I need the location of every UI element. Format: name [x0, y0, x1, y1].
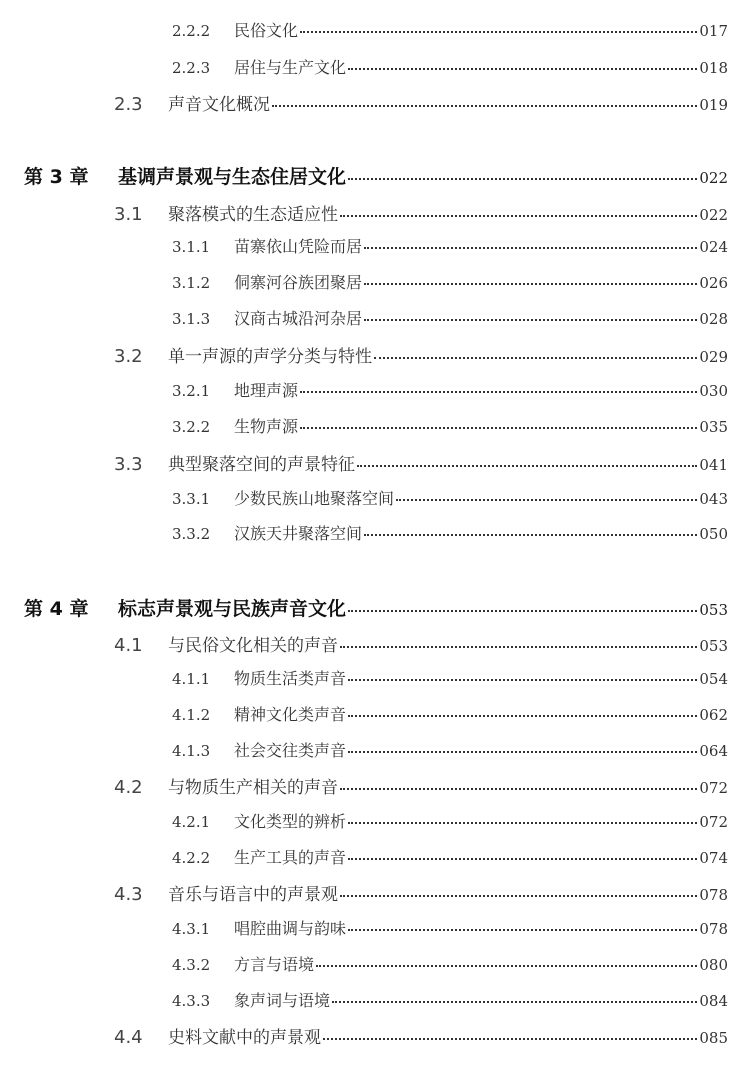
- toc-chapter-title: 基调声景观与生态住居文化: [118, 166, 347, 188]
- dot-leader: [316, 965, 697, 967]
- toc-chapter-title: 标志声景观与民族声音文化: [118, 598, 347, 620]
- toc-chapter[interactable]: [24, 162, 728, 189]
- toc-entry-number: 3.1.3: [172, 310, 211, 328]
- toc-entry[interactable]: [172, 738, 728, 761]
- toc-chapter-number: 第 4 章: [24, 598, 89, 620]
- toc-entry-number: 3.2: [114, 346, 143, 367]
- dot-leader: [340, 788, 697, 790]
- dot-leader: [364, 534, 697, 536]
- toc-entry-title: 少数民族山地聚落空间: [234, 489, 395, 508]
- toc-entry-page: 084: [699, 992, 728, 1010]
- toc-entry[interactable]: [114, 880, 728, 905]
- toc-entry[interactable]: [172, 845, 728, 868]
- toc-entry-title: 文化类型的辨析: [234, 812, 347, 831]
- toc-entry[interactable]: [172, 414, 728, 437]
- dot-leader: [300, 391, 697, 393]
- toc-entry-title: 声音文化概况: [168, 95, 270, 115]
- toc-entry[interactable]: [172, 952, 728, 975]
- dot-leader: [340, 646, 697, 648]
- toc-entry-number: 3.1.1: [172, 238, 211, 256]
- toc-entry-number: 4.1.2: [172, 706, 211, 724]
- toc-entry-number: 4.3.1: [172, 920, 211, 938]
- toc-entry[interactable]: [114, 1023, 728, 1048]
- dot-leader: [340, 215, 697, 217]
- dot-leader: [364, 319, 697, 321]
- dot-leader: [323, 1038, 697, 1040]
- toc-entry-number: 4.2.2: [172, 849, 211, 867]
- dot-leader: [396, 499, 697, 501]
- toc-entry[interactable]: [114, 342, 728, 367]
- toc-entry-page: 053: [699, 637, 728, 655]
- toc-entry-page: 024: [699, 238, 728, 256]
- toc-entry-page: 080: [699, 956, 728, 974]
- toc-entry[interactable]: [172, 378, 728, 401]
- toc-entry-title: 唱腔曲调与韵味: [234, 919, 347, 938]
- toc-entry-page: 072: [699, 779, 728, 797]
- dot-leader: [364, 283, 697, 285]
- toc-entry-page: 041: [699, 456, 728, 474]
- toc-entry-number: 2.2.2: [172, 22, 211, 40]
- dot-leader: [348, 858, 697, 860]
- toc-entry-title: 地理声源: [234, 381, 299, 400]
- toc-entry[interactable]: [114, 773, 728, 798]
- toc-entry-title: 方言与语境: [234, 955, 315, 974]
- toc-entry-number: 2.2.3: [172, 59, 211, 77]
- toc-entry[interactable]: [172, 306, 728, 329]
- toc-entry-page: 022: [699, 206, 728, 224]
- toc-entry[interactable]: [114, 90, 728, 115]
- dot-leader: [348, 68, 697, 70]
- dot-leader: [374, 357, 697, 359]
- toc-entry-page: 074: [699, 849, 728, 867]
- toc-entry[interactable]: [172, 521, 728, 544]
- toc-entry-number: 3.3.2: [172, 525, 211, 543]
- dot-leader: [348, 715, 697, 717]
- toc-entry-number: 4.3: [114, 884, 143, 905]
- toc-entry-number: 4.2.1: [172, 813, 211, 831]
- toc-entry-page: 019: [699, 96, 728, 114]
- toc-chapter-page: 022: [699, 169, 728, 187]
- toc-entry[interactable]: [172, 666, 728, 689]
- toc-entry-title: 物质生活类声音: [234, 669, 347, 688]
- toc-entry-title: 与民俗文化相关的声音: [168, 636, 338, 656]
- dot-leader: [348, 751, 697, 753]
- dot-leader: [332, 1001, 697, 1003]
- toc-entry-title: 民俗文化: [234, 21, 299, 40]
- toc-entry[interactable]: [172, 234, 728, 257]
- toc-entry-number: 4.2: [114, 777, 143, 798]
- toc-entry[interactable]: [172, 486, 728, 509]
- toc-entry-page: 017: [699, 22, 728, 40]
- toc-entry-title: 生产工具的声音: [234, 848, 347, 867]
- toc-entry-page: 026: [699, 274, 728, 292]
- toc-entry-page: 035: [699, 418, 728, 436]
- toc-entry-number: 3.1.2: [172, 274, 211, 292]
- toc-entry-page: 072: [699, 813, 728, 831]
- toc-entry-title: 典型聚落空间的声景特征: [168, 455, 355, 475]
- toc-entry-title: 与物质生产相关的声音: [168, 778, 338, 798]
- toc-chapter-page: 053: [699, 601, 728, 619]
- toc-entry-title: 居住与生产文化: [234, 58, 347, 77]
- toc-entry-page: 050: [699, 525, 728, 543]
- toc-entry[interactable]: [172, 18, 728, 41]
- toc-entry-title: 汉族天井聚落空间: [234, 524, 363, 543]
- toc-entry-number: 3.2.2: [172, 418, 211, 436]
- toc-entry-title: 聚落模式的生态适应性: [168, 205, 338, 225]
- toc-entry-page: 018: [699, 59, 728, 77]
- toc-entry-page: 028: [699, 310, 728, 328]
- toc-entry[interactable]: [114, 450, 728, 475]
- toc-entry[interactable]: [114, 631, 728, 656]
- toc-entry-title: 生物声源: [234, 417, 299, 436]
- toc-entry-page: 062: [699, 706, 728, 724]
- toc-entry[interactable]: [172, 809, 728, 832]
- toc-entry[interactable]: [114, 200, 728, 225]
- toc-entry-number: 4.1.3: [172, 742, 211, 760]
- toc-entry-number: 2.3: [114, 94, 143, 115]
- toc-entry-page: 064: [699, 742, 728, 760]
- toc-entry-page: 085: [699, 1029, 728, 1047]
- toc-entry-page: 029: [699, 348, 728, 366]
- dot-leader: [364, 247, 697, 249]
- dot-leader: [348, 679, 697, 681]
- dot-leader: [348, 178, 697, 180]
- toc-chapter-number: 第 3 章: [24, 166, 89, 188]
- dot-leader: [300, 31, 697, 33]
- toc-entry-number: 3.1: [114, 204, 143, 225]
- toc-entry-title: 史料文献中的声景观: [168, 1028, 321, 1048]
- toc-entry[interactable]: [172, 270, 728, 293]
- toc-entry-title: 社会交往类声音: [234, 741, 347, 760]
- toc-entry-page: 078: [699, 920, 728, 938]
- toc-entry-number: 4.4: [114, 1027, 143, 1048]
- toc-entry-title: 汉商古城沿河杂居: [234, 309, 363, 328]
- toc-entry[interactable]: [172, 702, 728, 725]
- toc-entry-number: 4.3.3: [172, 992, 211, 1010]
- toc-entry-title: 苗寨依山凭险而居: [234, 237, 363, 256]
- dot-leader: [357, 465, 697, 467]
- toc-entry-title: 侗寨河谷族团聚居: [234, 273, 363, 292]
- toc-entry-number: 3.3: [114, 454, 143, 475]
- dot-leader: [348, 822, 697, 824]
- dot-leader: [300, 427, 697, 429]
- dot-leader: [272, 105, 697, 107]
- toc-entry[interactable]: [172, 55, 728, 78]
- toc-entry-number: 4.1: [114, 635, 143, 656]
- toc-entry-number: 3.2.1: [172, 382, 211, 400]
- toc-entry-number: 4.3.2: [172, 956, 211, 974]
- dot-leader: [348, 929, 697, 931]
- toc-entry[interactable]: [172, 916, 728, 939]
- dot-leader: [348, 610, 697, 612]
- toc-entry-page: 054: [699, 670, 728, 688]
- toc-entry-title: 精神文化类声音: [234, 705, 347, 724]
- toc-entry-title: 单一声源的声学分类与特性: [168, 347, 372, 367]
- toc-entry-page: 043: [699, 490, 728, 508]
- toc-entry[interactable]: [172, 988, 728, 1011]
- toc-entry-title: 音乐与语言中的声景观: [168, 885, 338, 905]
- toc-entry-number: 4.1.1: [172, 670, 211, 688]
- toc-entry-title: 象声词与语境: [234, 991, 331, 1010]
- dot-leader: [340, 895, 697, 897]
- toc-entry-page: 078: [699, 886, 728, 904]
- toc-entry-number: 3.3.1: [172, 490, 211, 508]
- toc-entry-page: 030: [699, 382, 728, 400]
- toc-chapter[interactable]: [24, 594, 728, 621]
